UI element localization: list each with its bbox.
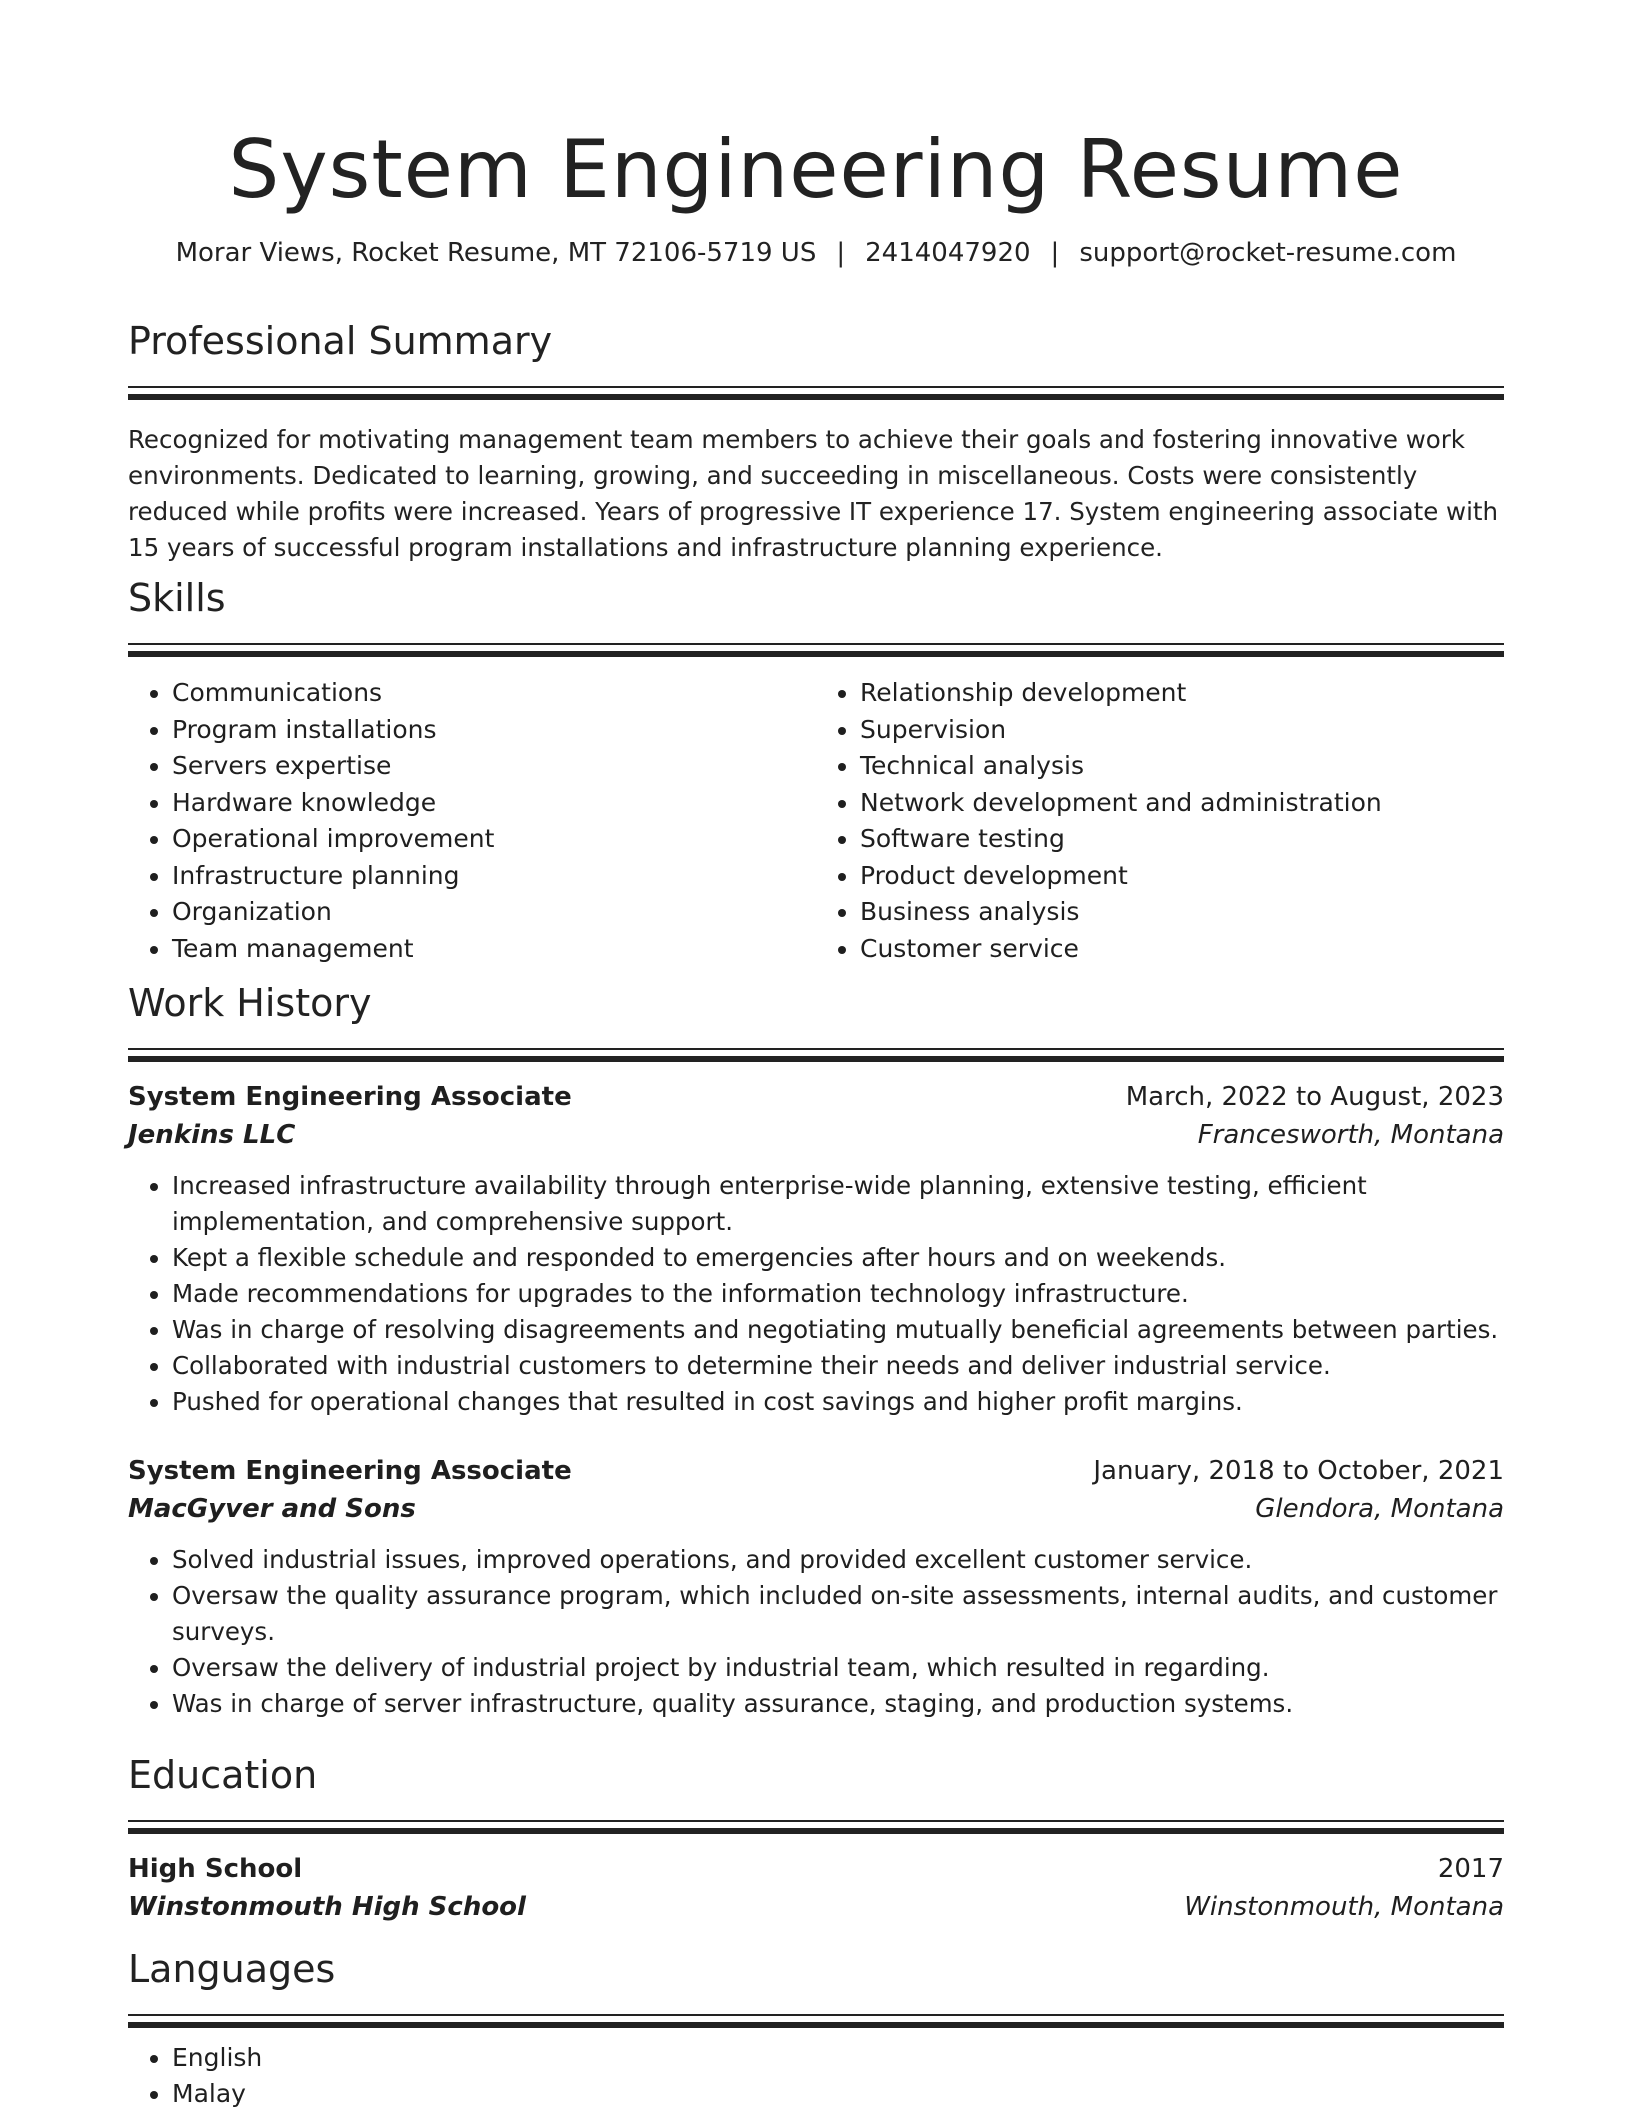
- education-school: Winstonmouth High School: [128, 1892, 526, 1922]
- section-rule: [128, 2014, 1504, 2028]
- job-dates: January, 2018 to October, 2021: [1093, 1456, 1504, 1486]
- list-item: • Made recommendations for upgrades to the information technology infrastructure.: [172, 1276, 1504, 1312]
- education-degree: High School: [128, 1854, 303, 1884]
- list-item: • Increased infrastructure availability through enterprise-wide planning, extensive testing, efficient implementation, and comprehensive support.: [172, 1168, 1504, 1240]
- job-title: System Engineering Associate: [128, 1082, 572, 1112]
- list-item: • Oversaw the quality assurance program, which included on-site assessments, internal audits, and customer surveys.: [172, 1578, 1504, 1650]
- list-item: • Infrastructure planning: [172, 858, 816, 895]
- skills-heading: Skills: [128, 576, 226, 620]
- education-entry: [128, 1850, 1504, 1926]
- resume-title: System Engineering Resume: [228, 123, 1404, 216]
- job-subheader: [128, 1490, 1504, 1528]
- skills-section: [128, 575, 1504, 967]
- summary-heading: Professional Summary: [128, 319, 553, 363]
- list-item: • Supervision: [860, 712, 1504, 749]
- summary-text: Recognized for motivating management team members to achieve their goals and fostering innovative work environments. Dedicated to learning, growing, and succeeding in miscellaneous. Costs were consistently reduced while profits were increased. Years of progressive IT experience 17. System engineering associate with 15 years of successful program installations and infrastructure planning experience.: [128, 425, 1499, 562]
- list-item: • Product development: [860, 858, 1504, 895]
- list-item: • Program installations: [172, 712, 816, 749]
- languages-list: [128, 2040, 1504, 2112]
- list-item: • Technical analysis: [860, 748, 1504, 785]
- languages-section: [128, 1946, 1504, 2112]
- work-section: [128, 980, 1504, 1722]
- list-item: • Collaborated with industrial customers to determine their needs and deliver industrial service.: [172, 1348, 1504, 1384]
- list-item: • Servers expertise: [172, 748, 816, 785]
- job-company: MacGyver and Sons: [128, 1494, 416, 1524]
- job-subheader: [128, 1116, 1504, 1154]
- contact-line: [128, 236, 1504, 270]
- contact-address: Morar Views, Rocket Resume, MT 72106-5719 US: [175, 238, 817, 268]
- job-bullets: [128, 1168, 1504, 1420]
- list-item: • Software testing: [860, 821, 1504, 858]
- education-year: 2017: [1437, 1854, 1504, 1884]
- contact-phone: 2414047920: [865, 238, 1031, 268]
- section-rule: [128, 386, 1504, 400]
- job-dates: March, 2022 to August, 2023: [1125, 1082, 1504, 1112]
- work-heading: Work History: [128, 981, 372, 1025]
- list-item: • Oversaw the delivery of industrial project by industrial team, which resulted in regarding.: [172, 1650, 1504, 1686]
- section-rule: [128, 643, 1504, 657]
- job-bullets: [128, 1542, 1504, 1722]
- job-title: System Engineering Associate: [128, 1456, 572, 1486]
- list-item: • Network development and administration: [860, 785, 1504, 822]
- education-header: [128, 1850, 1504, 1888]
- list-item: • Relationship development: [860, 675, 1504, 712]
- contact-email: support@rocket-resume.com: [1079, 238, 1457, 268]
- job-company: Jenkins LLC: [128, 1120, 296, 1150]
- job-entry: [128, 1078, 1504, 1420]
- list-item: • Customer service: [860, 931, 1504, 968]
- education-heading: Education: [128, 1753, 318, 1797]
- languages-heading: Languages: [128, 1947, 336, 1991]
- list-item: • Team management: [172, 931, 816, 968]
- job-location: Glendora, Montana: [1255, 1494, 1504, 1524]
- list-item: • Pushed for operational changes that resulted in cost savings and higher profit margins.: [172, 1384, 1504, 1420]
- list-item: • Hardware knowledge: [172, 785, 816, 822]
- education-location: Winstonmouth, Montana: [1184, 1892, 1504, 1922]
- skills-list-right: [816, 675, 1504, 967]
- list-item: • Communications: [172, 675, 816, 712]
- summary-section: [128, 318, 1504, 566]
- education-subheader: [128, 1888, 1504, 1926]
- skills-list-left: [128, 675, 816, 967]
- skills-columns: [128, 675, 1504, 967]
- list-item: • Solved industrial issues, improved operations, and provided excellent customer service.: [172, 1542, 1504, 1578]
- list-item: • Operational improvement: [172, 821, 816, 858]
- section-rule: [128, 1048, 1504, 1062]
- list-item: • Was in charge of resolving disagreements and negotiating mutually beneficial agreements between parties.: [172, 1312, 1504, 1348]
- job-location: Francesworth, Montana: [1197, 1120, 1504, 1150]
- list-item: • English: [172, 2040, 1504, 2076]
- job-entry: [128, 1452, 1504, 1722]
- section-rule: [128, 1820, 1504, 1834]
- list-item: • Malay: [172, 2076, 1504, 2112]
- contact-separator: |: [836, 238, 846, 268]
- list-item: • Kept a flexible schedule and responded to emergencies after hours and on weekends.: [172, 1240, 1504, 1276]
- job-header: [128, 1452, 1504, 1490]
- education-section: [128, 1752, 1504, 1926]
- job-header: [128, 1078, 1504, 1116]
- list-item: • Business analysis: [860, 894, 1504, 931]
- contact-separator: |: [1050, 238, 1060, 268]
- list-item: • Organization: [172, 894, 816, 931]
- list-item: • Was in charge of server infrastructure, quality assurance, staging, and production systems.: [172, 1686, 1504, 1722]
